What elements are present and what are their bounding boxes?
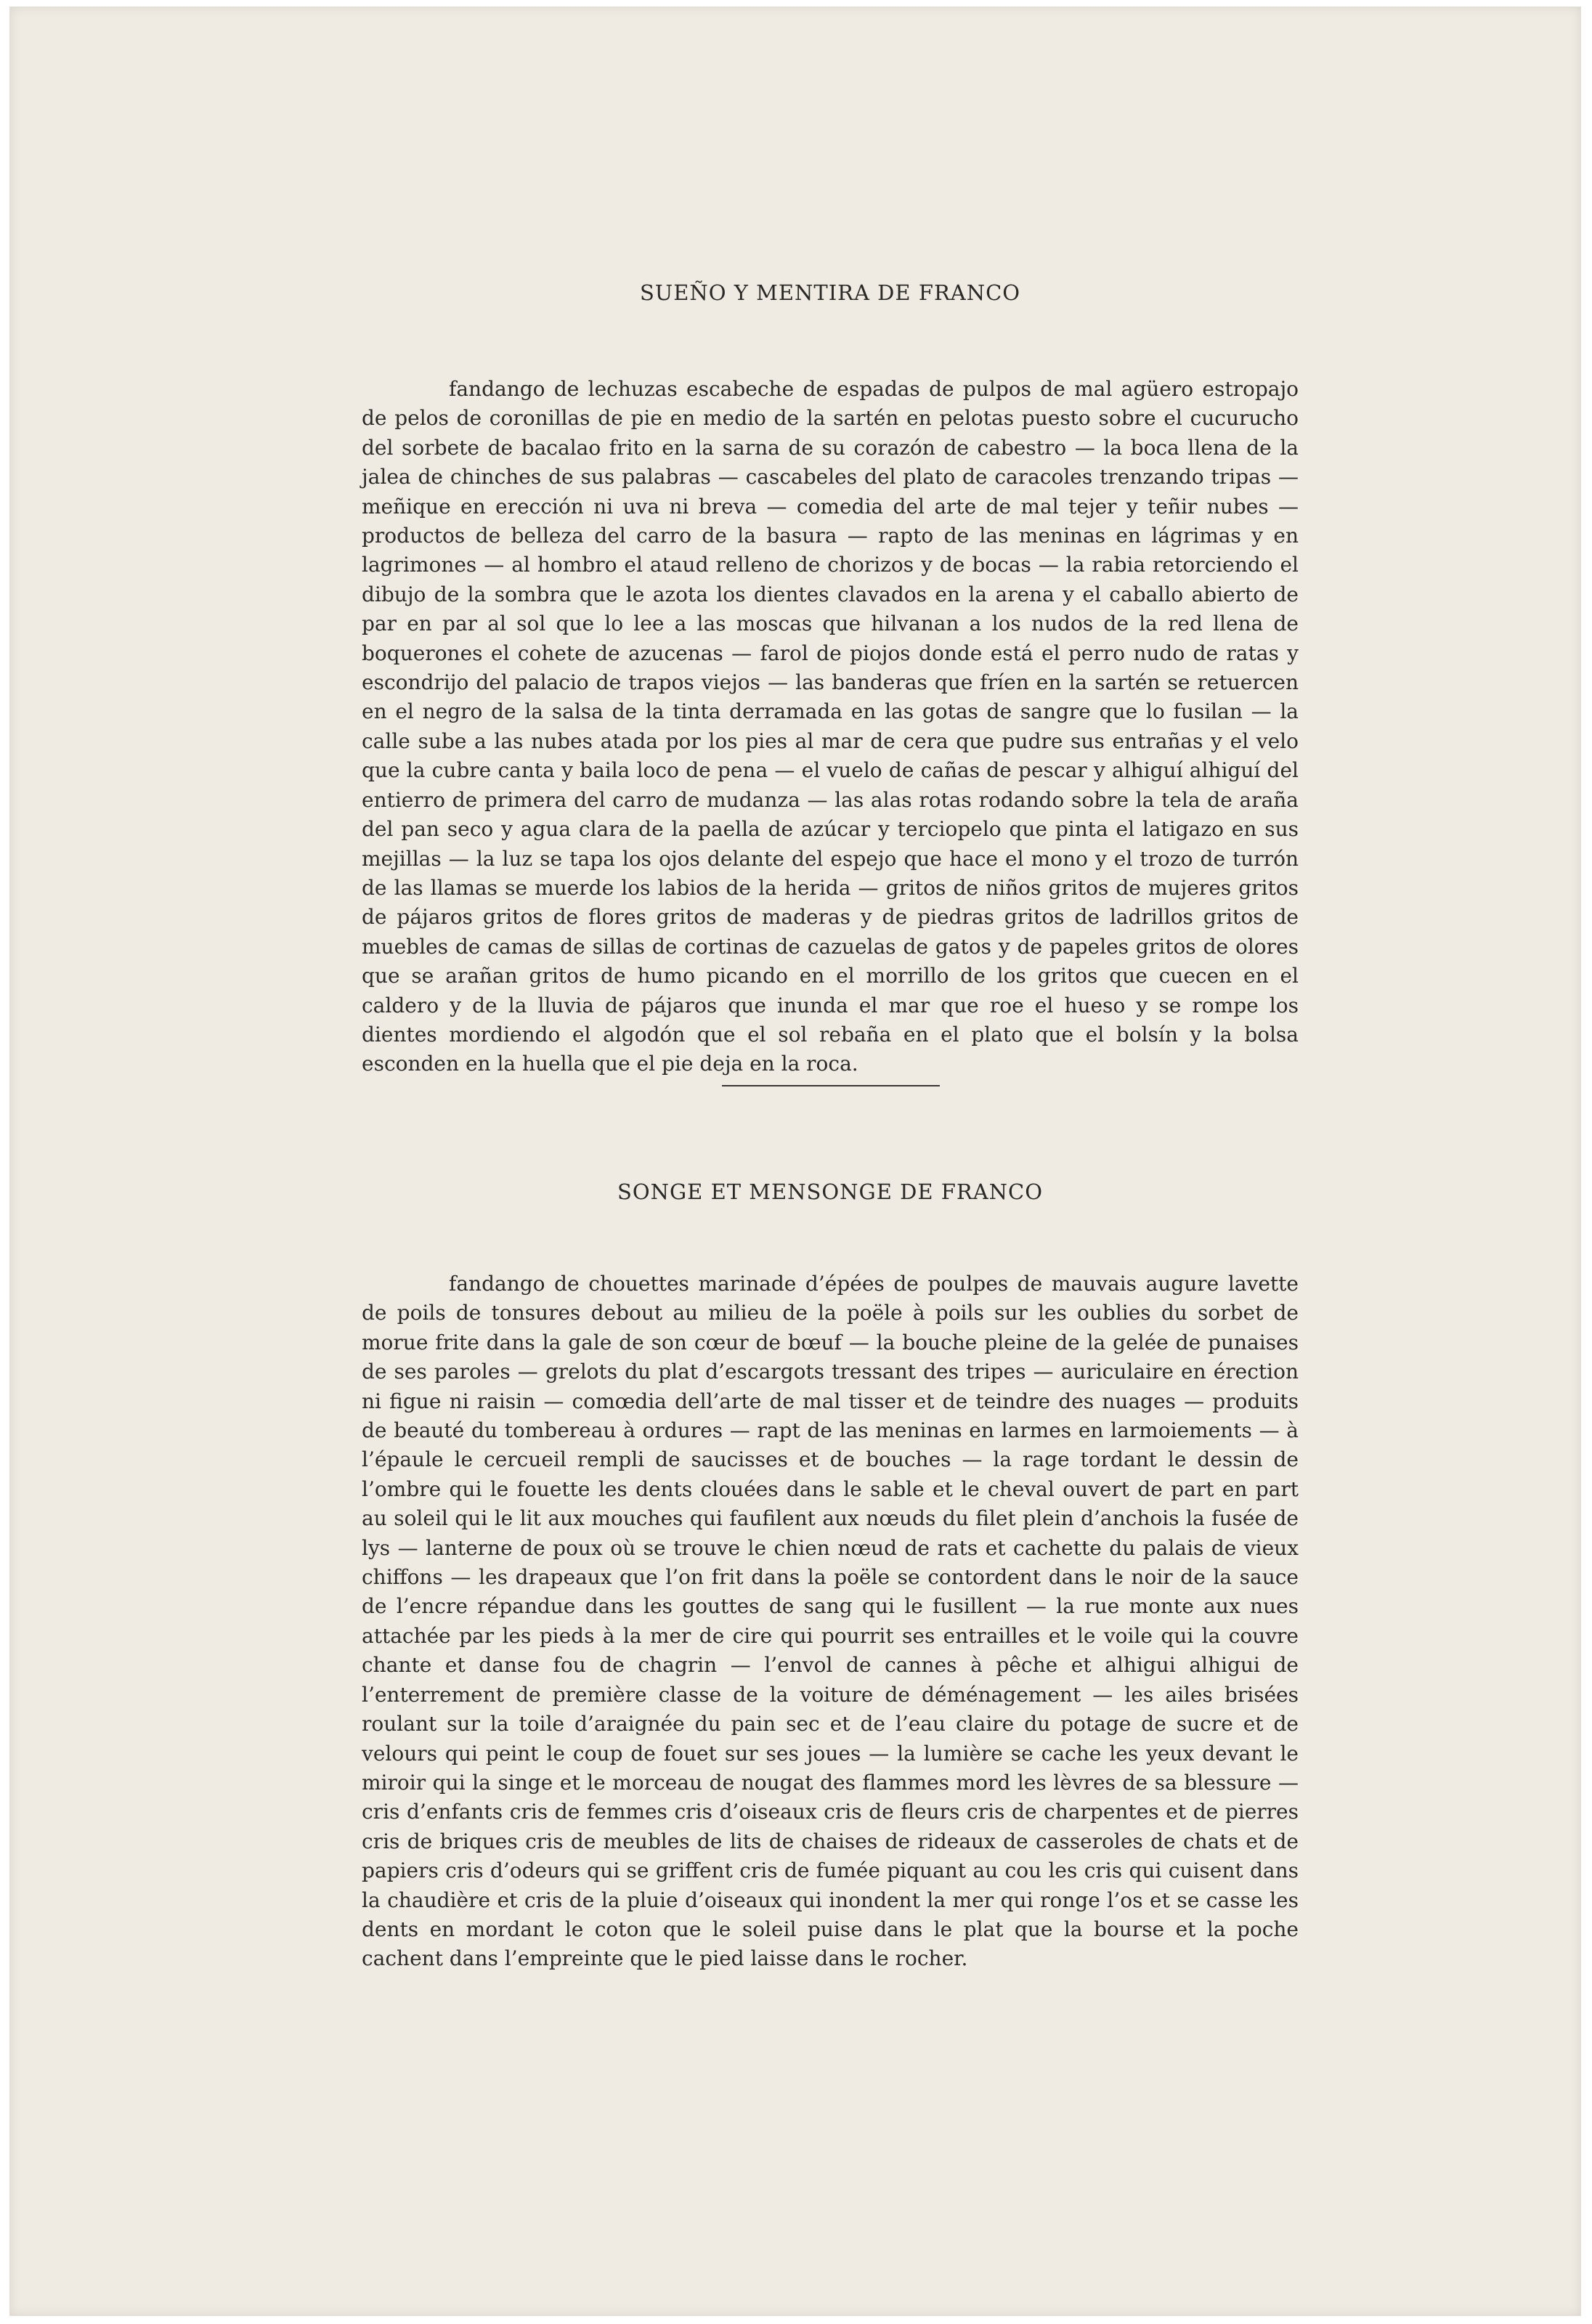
french-paragraph: fandango de chouettes marinade d’épées de poulpes de mauvais augure lavette de poils de tonsures debout au milieu de la poële à poils sur les oublies du sorbet de morue frite dans la gale de son cœur de bœuf — la bouche pleine de la gelée de punaises de ses paroles — grelots du plat d’escargots tressant des tripes — auriculaire en érection ni figue ni raisin — comœdia dell’arte de mal tisser et de teindre des nuages — produits de beauté du tombereau à ordures — rapt de las meninas en larmes en larmoiements — à l’épaule le cercueil rempli de saucisses et de bouches — la rage tordant le dessin de l’ombre qui le fouette les dents clouées dans le sable et le cheval ouvert de part en part au soleil qui le lit aux mouches qui faufilent aux nœuds du filet plein d’anchois la fusée de lys — lanterne de poux où se trouve le chien nœud de rats et cachette du palais de vieux chiffons — les drapeaux que l’on frit dans la poële se contordent dans le noir de la sauce de l’encre répandue dans les gouttes de sang qui le fusillent — la rue monte aux nues attachée par les pieds à la mer de cire qui pourrit ses entrailles et le voile qui la couvre chante et danse fou de chagrin — l’envol de cannes à pêche et alhigui alhigui de l’enterrement de première classe de la voiture de déménagement — les ailes brisées roulant sur la toile d’araignée du pain sec et de l’eau claire du potage de sucre et de velours qui peint le coup de fouet sur ses joues — la lumière se cache les yeux devant le miroir qui la singe et le morceau de nougat des flammes mord les lèvres de sa blessure — cris d’enfants cris de femmes cris d’oiseaux cris de fleurs cris de charpentes et de pierres cris de briques cris de meubles de lits de chaises de rideaux de casseroles de chats et de papiers cris d’odeurs qui se griffent cris de fumée piquant au cou les cris qui cuisent dans la chaudière et cris de la pluie d’oiseaux qui inondent la mer qui ronge l’os et se casse les dents en mordant le coton que le soleil puise dans le plat que la bourse et la poche cachent dans l’empreinte que le pied laisse dans le rocher. <box>362 1272 1299 1971</box>
section-divider <box>722 1085 940 1086</box>
paper-sheet <box>10 7 1580 2315</box>
spanish-text-block <box>362 375 1299 1079</box>
french-text-block <box>362 1269 1299 1974</box>
spanish-title: SUEÑO Y MENTIRA DE FRANCO <box>639 280 1021 305</box>
french-title: SONGE ET MENSONGE DE FRANCO <box>617 1179 1043 1204</box>
spanish-paragraph: fandango de lechuzas escabeche de espadas de pulpos de mal agüero estropajo de pelos de coronillas de pie en medio de la sartén en pelotas puesto sobre el cucurucho del sorbete de bacalao frito en la sarna de su corazón de cabestro — la boca llena de la jalea de chinches de sus palabras — cascabeles del plato de caracoles trenzando tripas — meñique en erección ni uva ni breva — comedia del arte de mal tejer y teñir nubes — productos de belleza del carro de la basura — rapto de las meninas en lágrimas y en lagrimones — al hombro el ataud relleno de chorizos y de bocas — la rabia retorciendo el dibujo de la sombra que le azota los dientes clavados en la arena y el caballo abierto de par en par al sol que lo lee a las moscas que hilvanan a los nudos de la red llena de boquerones el cohete de azucenas — farol de piojos donde está el perro nudo de ratas y escondrijo del palacio de trapos viejos — las banderas que fríen en la sartén se retuercen en el negro de la salsa de la tinta derramada en las gotas de sangre que lo fusilan — la calle sube a las nubes atada por los pies al mar de cera que pudre sus entrañas y el velo que la cubre canta y baila loco de pena — el vuelo de cañas de pescar y alhiguí alhiguí del entierro de primera del carro de mudanza — las alas rotas rodando sobre la tela de araña del pan seco y agua clara de la paella de azúcar y terciopelo que pinta el latigazo en sus mejillas — la luz se tapa los ojos delante del espejo que hace el mono y el trozo de turrón de las llamas se muerde los labios de la herida — gritos de niños gritos de mujeres gritos de pájaros gritos de flores gritos de maderas y de piedras gritos de ladrillos gritos de muebles de camas de sillas de cortinas de cazuelas de gatos y de papeles gritos de olores que se arañan gritos de humo picando en el morrillo de los gritos que cuecen en el caldero y de la lluvia de pájaros que inunda el mar que roe el hueso y se rompe los dientes mordiendo el algodón que el sol rebaña en el plato que el bolsín y la bolsa esconden en la huella que el pie deja en la roca. <box>362 377 1299 1076</box>
